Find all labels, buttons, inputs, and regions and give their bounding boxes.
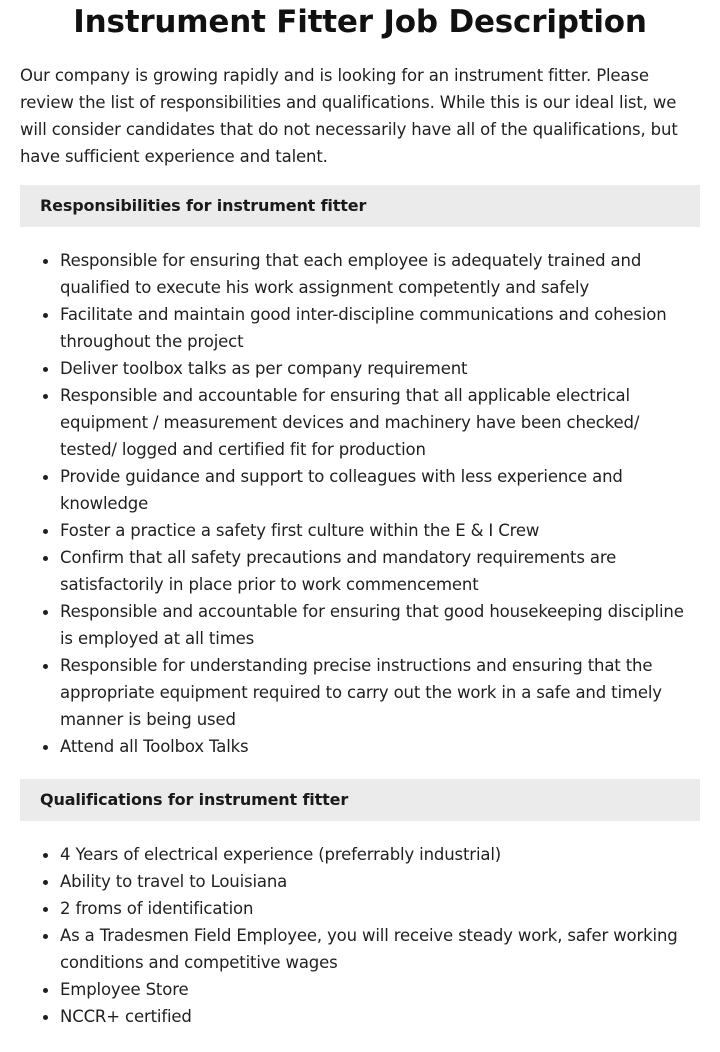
list-item: Responsible and accountable for ensuring that all applicable electrical equipment / measurement devices and machinery have been checked/ tested/ logged and certified fit for production [60,382,700,463]
list-item: Confirm that all safety precautions and mandatory requirements are satisfactorily in place prior to work commencement [60,544,700,598]
list-item: Foster a practice a safety first culture within the E & I Crew [60,517,700,544]
qualifications-heading: Qualifications for instrument fitter [20,779,700,821]
qualifications-list [20,841,700,1030]
page-title: Instrument Fitter Job Description [73,4,647,40]
list-item: 2 froms of identification [60,895,700,922]
list-item: Responsible for ensuring that each employee is adequately trained and qualified to execute his work assignment competently and safely [60,247,700,301]
list-item: As a Tradesmen Field Employee, you will receive steady work, safer working conditions and competitive wages [60,922,700,976]
intro-paragraph: Our company is growing rapidly and is looking for an instrument fitter. Please review the list of responsibilities and qualifications. While this is our ideal list, we will consider candidates that do not necessarily have all of the qualifications, but have sufficient experience and talent. [20,66,678,166]
list-item: Deliver toolbox talks as per company requirement [60,355,700,382]
list-item: Ability to travel to Louisiana [60,868,700,895]
list-item: 4 Years of electrical experience (preferrably industrial) [60,841,700,868]
responsibilities-heading: Responsibilities for instrument fitter [20,185,700,227]
responsibilities-list [20,247,700,760]
list-item: Responsible and accountable for ensuring that good housekeeping discipline is employed at all times [60,598,700,652]
list-item: NCCR+ certified [60,1003,700,1030]
list-item: Responsible for understanding precise instructions and ensuring that the appropriate equipment required to carry out the work in a safe and timely manner is being used [60,652,700,733]
list-item: Employee Store [60,976,700,1003]
list-item: Attend all Toolbox Talks [60,733,700,760]
list-item: Facilitate and maintain good inter-discipline communications and cohesion throughout the project [60,301,700,355]
list-item: Provide guidance and support to colleagues with less experience and knowledge [60,463,700,517]
